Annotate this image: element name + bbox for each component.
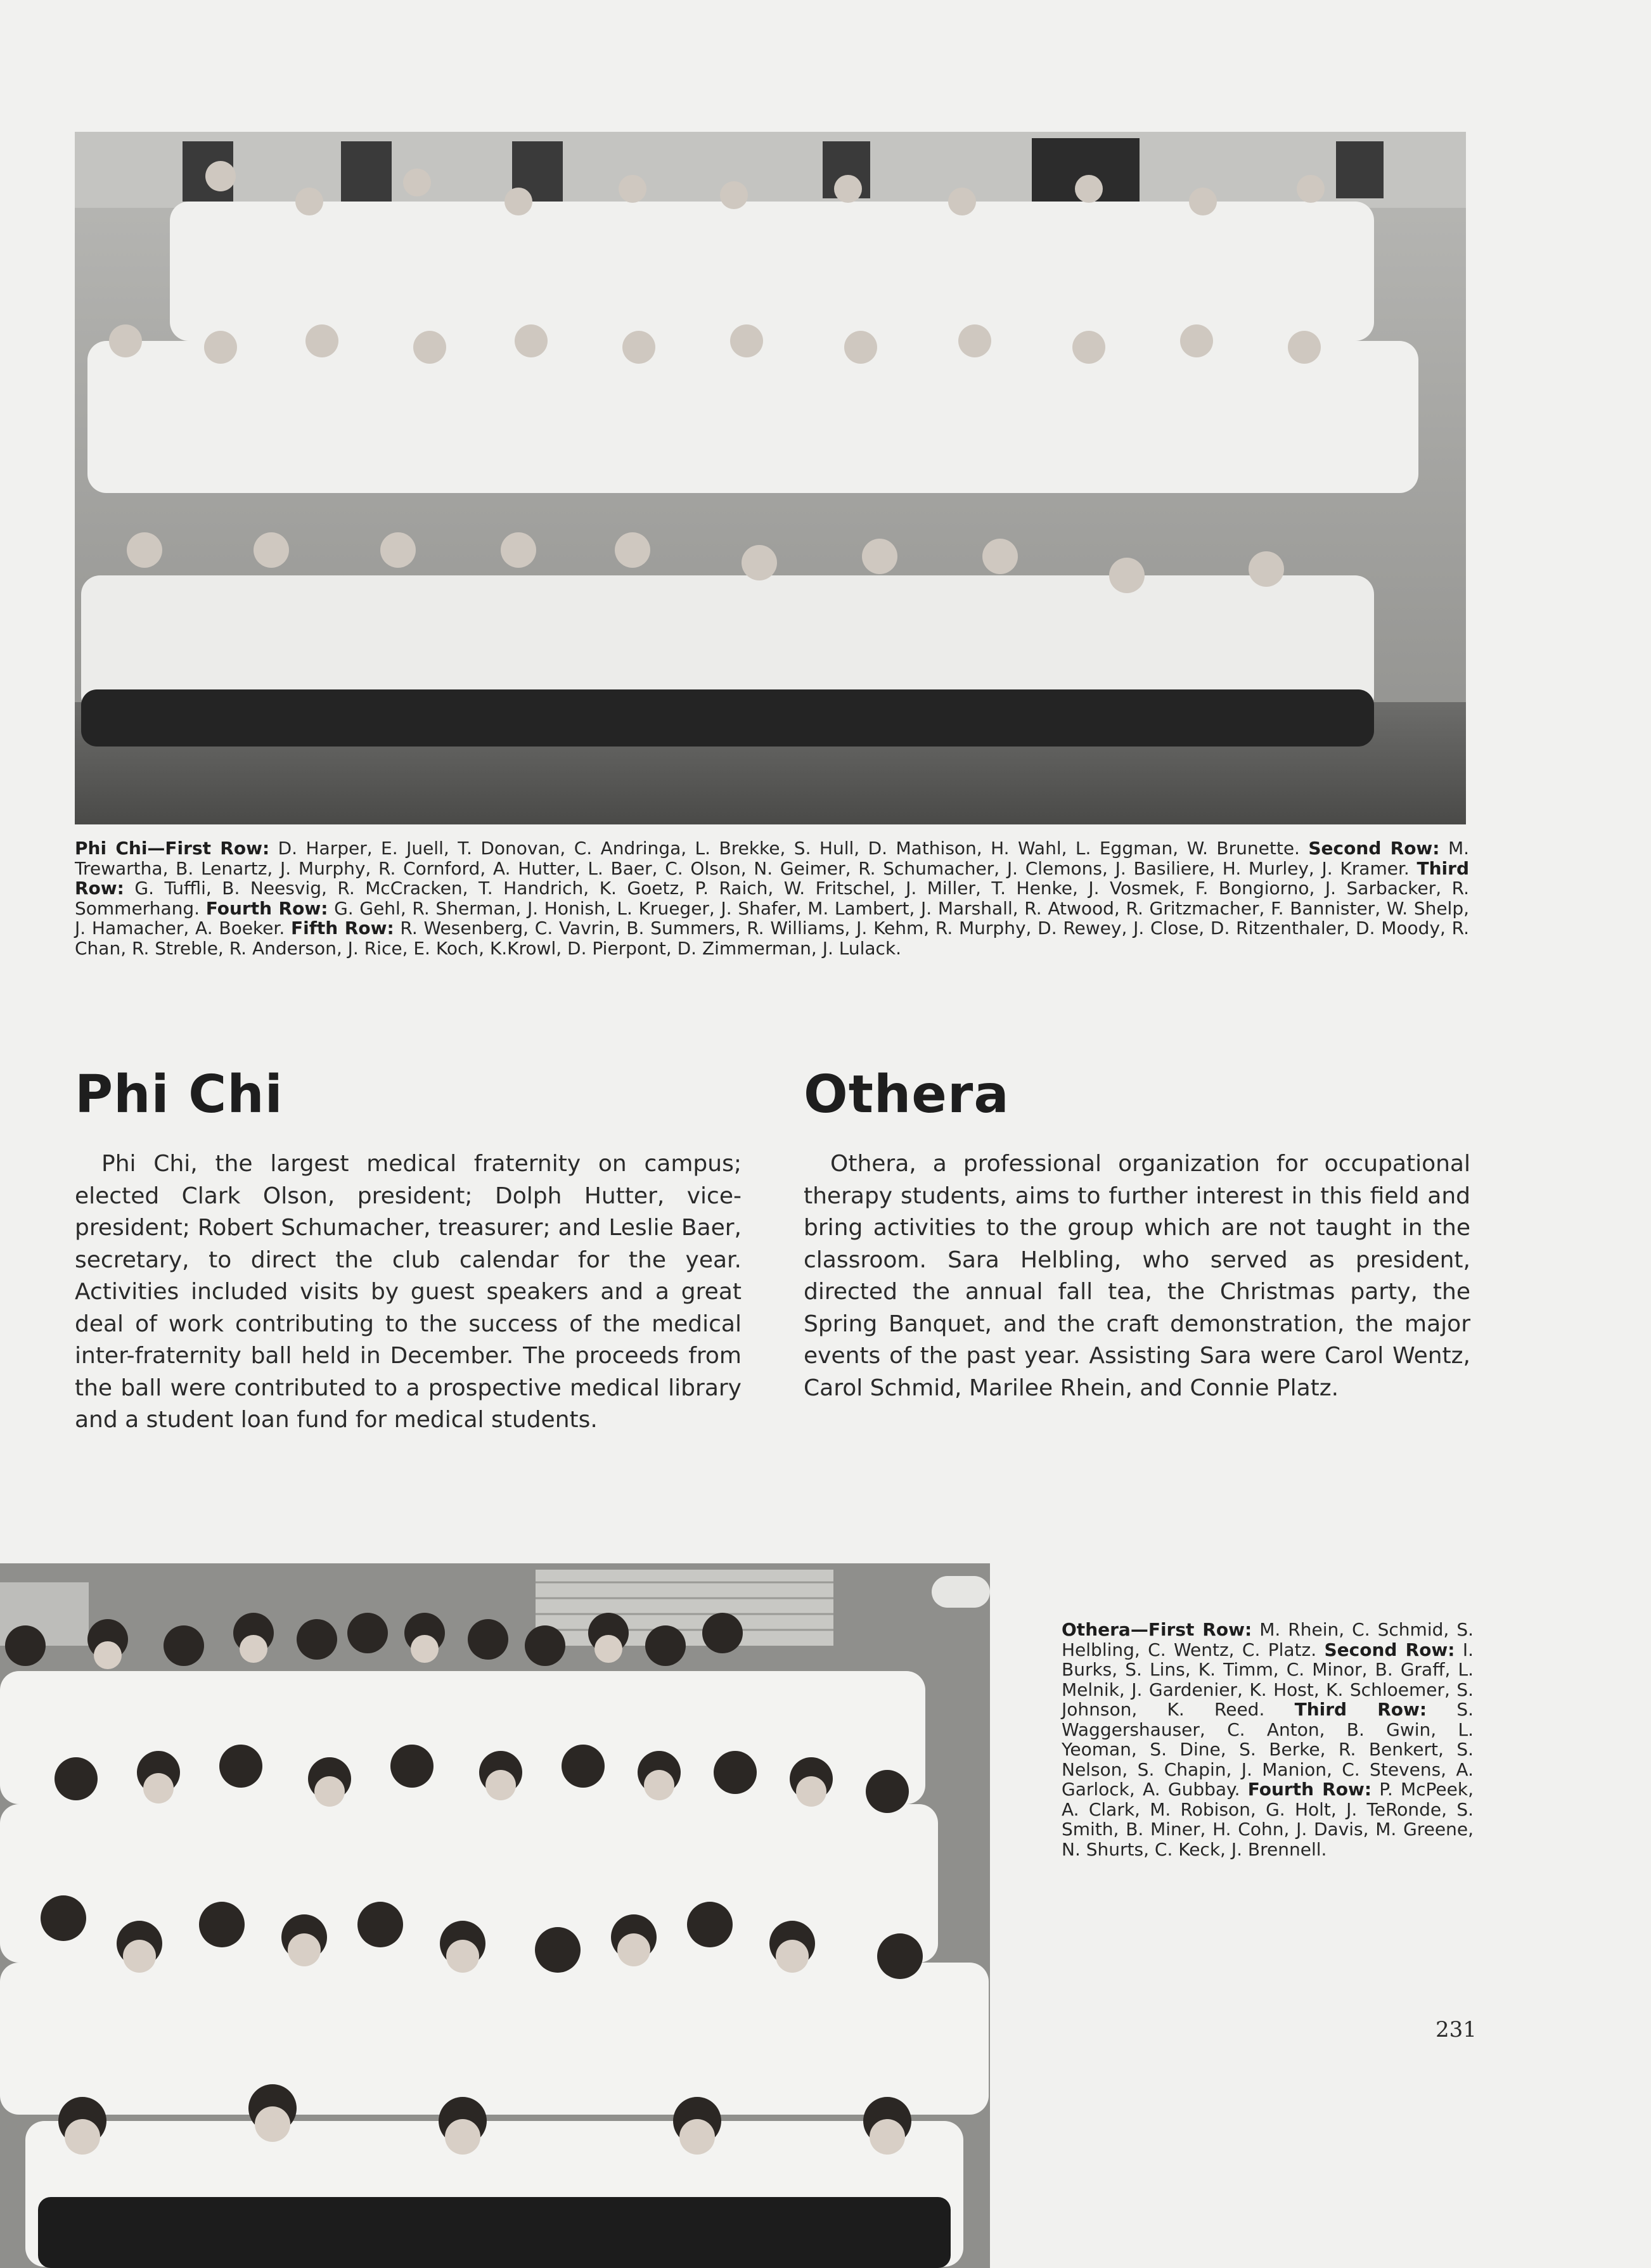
caption-row-names: G. Tuffli, B. Neesvig, R. McCracken, T. Handrich, K. Goetz, P. Raich, W. Fritschel, J. Miller, T. Henke, J. Vosmek, F. Bongiorno, J. Sarbacker, R. Sommerhang. (75, 878, 1469, 919)
caption-row-label: Fourth Row: (1247, 1779, 1372, 1800)
othera-heading: Othera (804, 1065, 1010, 1125)
othera-body-text: Othera, a professional organization for occupational therapy students, aims to further interest in this field and bring activities to the group which are not taught in the classroom. Sara Helbling, who served as president, directed the annual fall tea, the Christmas party, the Spring Banquet, and the craft demonstration, the major events of the past year. Assisting Sara were Carol Wentz, Carol Schmid, Marilee Rhein, and Connie Platz. (804, 1151, 1470, 1401)
caption-row-label: Second Row: (1324, 1639, 1455, 1660)
page-number: 231 (1436, 2017, 1477, 2042)
phi-chi-group-photo (75, 132, 1466, 824)
caption-row-label: Third Row: (1294, 1699, 1427, 1720)
caption-row-names: D. Harper, E. Juell, T. Donovan, C. Andringa, L. Brekke, S. Hull, D. Mathison, H. Wahl, L. Eggman, W. Brunette. (278, 838, 1300, 859)
phi-chi-caption (75, 838, 1469, 958)
caption-row-label: Fourth Row: (205, 897, 328, 919)
caption-row-names: P. McPeek, A. Clark, M. Robison, G. Holt, J. TeRonde, S. Smith, B. Miner, H. Cohn, J. Davis, M. Greene, N. Shurts, C. Keck, J. Brennell. (1062, 1779, 1474, 1860)
caption-row-names: I. Burks, S. Lins, K. Timm, C. Minor, B. Graff, L. Melnik, J. Gardenier, K. Host, K. Schloemer, S. Johnson, K. Reed. (1062, 1639, 1474, 1720)
caption-row-label: First Row: (165, 838, 270, 859)
caption-row-label: Third Row: (75, 857, 1469, 899)
caption-row-names: R. Wesenberg, C. Vavrin, B. Summers, R. Williams, J. Kehm, R. Murphy, D. Rewey, J. Close, D. Ritzenthaler, D. Moody, R. Chan, R. Streble, R. Anderson, J. Rice, E. Koch, K.Krowl, D. Pierpont, D. Zimmerman, J. Lulack. (75, 918, 1470, 959)
caption-row-names: M. Rhein, C. Schmid, S. Helbling, C. Wentz, C. Platz. (1062, 1619, 1474, 1660)
phi-chi-caption-prefix: Phi Chi— (75, 838, 165, 859)
othera-caption-prefix: Othera— (1062, 1619, 1148, 1640)
phi-chi-heading: Phi Chi (75, 1065, 283, 1125)
othera-group-photo (0, 1563, 990, 2268)
caption-row-names: S. Waggershauser, C. Anton, B. Gwin, L. Yeoman, S. Dine, S. Berke, R. Benkert, S. Nelson, S. Chapin, J. Manion, C. Stevens, A. Garlock, A. Gubbay. (1062, 1699, 1474, 1800)
othera-photo-image (0, 1563, 990, 2268)
caption-row-names: M. Trewartha, B. Lenartz, J. Murphy, R. Cornford, A. Hutter, L. Baer, C. Olson, N. Geimer, R. Schumacher, J. Clemons, J. Basiliere, H. Murley, J. Kramer. (75, 838, 1469, 879)
phi-chi-photo-image (75, 132, 1466, 824)
caption-row-label: Second Row: (1308, 838, 1440, 859)
caption-row-label: Fifth Row: (290, 918, 394, 939)
phi-chi-body-text: Phi Chi, the largest medical fraternity on campus; elected Clark Olson, president; Dolph Hutter, vice-president; Robert Schumacher, treasurer; and Leslie Baer, secretary, to direct the club calendar for the year. Activities included visits by guest speakers and a great deal of work contributing to the success of the medical inter-fraternity ball held in December. The proceeds from the ball were contributed to a prospective medical library and a student loan fund for medical students. (75, 1151, 742, 1433)
caption-row-names: G. Gehl, R. Sherman, J. Honish, L. Krueger, J. Shafer, M. Lambert, J. Marshall, R. Atwood, R. Gritzmacher, F. Bannister, W. Shelp, J. Hamacher, A. Boeker. (75, 897, 1470, 939)
caption-row-label: First Row: (1148, 1619, 1252, 1640)
othera-caption (1062, 1620, 1474, 1859)
